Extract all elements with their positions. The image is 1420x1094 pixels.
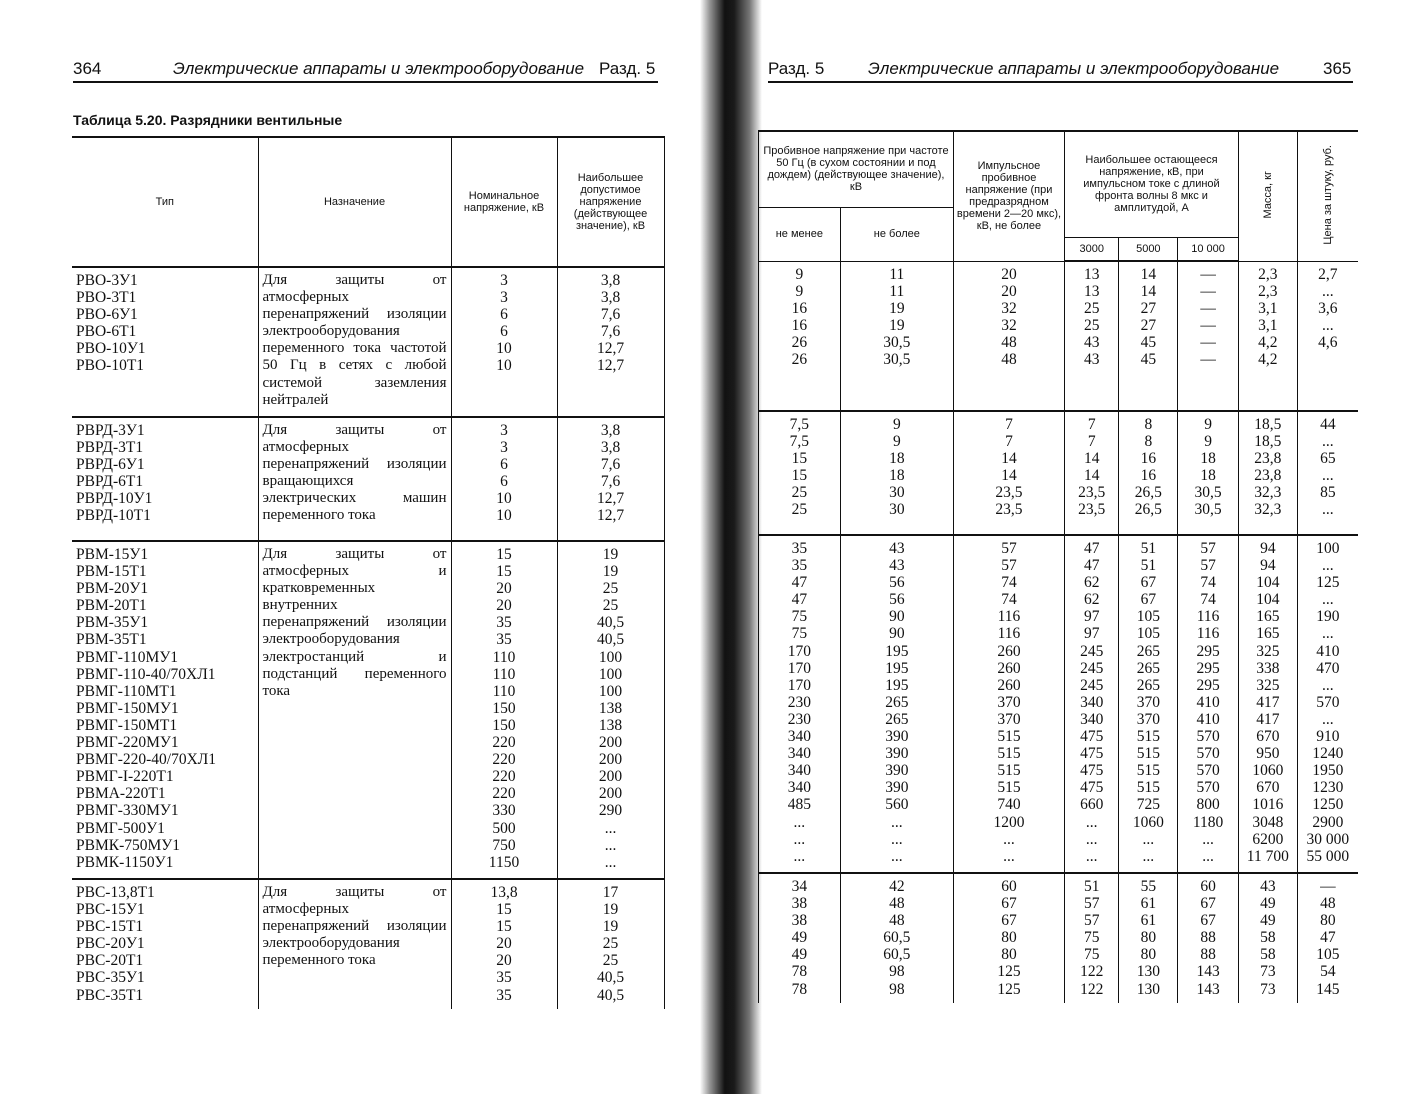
header-impulse-voltage: Импульсное пробивное напряжение (при предразрядном времени 2—20 мкс), кВ, не более [953, 131, 1064, 261]
nominal-cell: 3 3 6 6 10 10 [451, 267, 557, 417]
nominal-cell: 15 15 20 20 35 35 110 110 110 150 150 220 220 220 220 330 500 750 1150 [451, 541, 557, 879]
right-running-title: Электрические аппараты и электрооборудование [868, 59, 1280, 78]
table-title: Таблица 5.20. Разрядники вентильные [73, 112, 343, 128]
header-price: Цена за штуку, руб. [1297, 131, 1358, 261]
right-group-1 [759, 261, 1359, 411]
r10000-cell: 9 9 18 18 30,5 30,5 [1178, 411, 1239, 535]
right-running-header [768, 55, 1353, 83]
max-cell: 42 48 48 60,5 60,5 98 98 [840, 873, 953, 1003]
right-page-number: 365 [1323, 59, 1352, 78]
r10000-cell: 60 67 67 88 88 143 143 [1178, 873, 1239, 1003]
min-cell: 34 38 38 49 49 78 78 [759, 873, 841, 1003]
purpose-cell: Для защиты от атмосферных перенапряжений изоляции вращающихся электрических машин переменного тока [258, 417, 451, 541]
header-3000: 3000 [1065, 237, 1119, 261]
max-cell: 11 11 19 19 30,5 30,5 [840, 261, 953, 411]
header-mass: Масса, кг [1238, 131, 1297, 261]
price-cell: 44 ... 65 ... 85 ... [1297, 411, 1358, 535]
left-running-title: Электрические аппараты и электрооборудование [173, 59, 585, 78]
mass-cell: 18,5 18,5 23,8 23,8 32,3 32,3 [1238, 411, 1297, 535]
header-type: Тип [72, 137, 258, 267]
header-10000: 10 000 [1178, 237, 1239, 261]
r3000-cell: 13 13 25 25 43 43 [1065, 261, 1119, 411]
mass-cell: 94 94 104 104 165 165 325 338 325 417 417 670 950 1060 670 1016 3048 6200 11 700 [1238, 535, 1297, 873]
max-cell: 3,8 3,8 7,6 7,6 12,7 12,7 [557, 267, 664, 417]
price-cell: — 48 80 47 105 54 145 [1297, 873, 1358, 1003]
types-cell: РВС-13,8Т1 РВС-15У1 РВС-15Т1 РВС-20У1 РВС-20Т1 РВС-35У1 РВС-35Т1 [72, 879, 258, 1009]
purpose-cell: Для защиты от атмосферных перенапряжений изоляции электрооборудования переменного тока [258, 879, 451, 1009]
r10000-cell: — — — — — — [1178, 261, 1239, 411]
mass-cell: 2,3 2,3 3,1 3,1 4,2 4,2 [1238, 261, 1297, 411]
types-cell: РВРД-3У1 РВРД-3Т1 РВРД-6У1 РВРД-6Т1 РВРД-10У1 РВРД-10Т1 [72, 417, 258, 541]
min-cell: 9 9 16 16 26 26 [759, 261, 841, 411]
header-purpose: Назначение [258, 137, 451, 267]
mass-cell: 43 49 49 58 58 73 73 [1238, 873, 1297, 1003]
nominal-cell: 13,8 15 15 20 20 35 35 [451, 879, 557, 1009]
impulse-cell: 60 67 67 80 80 125 125 [953, 873, 1064, 1003]
right-group-3 [759, 535, 1359, 873]
max-cell: 19 19 25 25 40,5 40,5 100 100 100 138 138 200 200 200 200 290 ... ... ... [557, 541, 664, 879]
types-cell: РВО-3У1 РВО-3Т1 РВО-6У1 РВО-6Т1 РВО-10У1 РВО-10Т1 [72, 267, 258, 417]
header-max-voltage: Наибольшее допустимое напряжение (действующее значение), кВ [557, 137, 664, 267]
price-cell: 2,7 ... 3,6 ... 4,6 [1297, 261, 1358, 411]
header-breakdown-voltage: Пробивное напряжение при частоте 50 Гц (в сухом состоянии и под дождем) (действующее значение), кВ [759, 131, 954, 207]
right-section-label: Разд. 5 [768, 59, 825, 78]
price-cell: 100 ... 125 ... 190 ... 410 470 ... 570 ... 910 1240 1950 1230 1250 2900 30 000 55 000 [1297, 535, 1358, 873]
max-cell: 17 19 19 25 25 40,5 40,5 [557, 879, 664, 1009]
r5000-cell: 51 51 67 67 105 105 265 265 265 370 370 515 515 515 515 725 1060 ... ... [1119, 535, 1178, 873]
r3000-cell: 47 47 62 62 97 97 245 245 245 340 340 475 475 475 475 660 ... ... ... [1065, 535, 1119, 873]
header-residual-voltage: Наибольшее остающееся напряжение, кВ, при импульсном токе с длиной фронта волны 8 мкс и амплитудой, А [1065, 131, 1239, 237]
right-table [758, 130, 1358, 1003]
min-cell: 7,5 7,5 15 15 25 25 [759, 411, 841, 535]
header-nominal-voltage: Номинальное напряжение, кВ [451, 137, 557, 267]
types-cell: РВМ-15У1 РВМ-15Т1 РВМ-20У1 РВМ-20Т1 РВМ-35У1 РВМ-35Т1 РВМГ-110МУ1 РВМГ-110-40/70ХЛ1 РВМГ-110МТ1 РВМГ-150МУ1 РВМГ-150МТ1 РВМГ-220МУ1 РВМГ-220-40/70ХЛ1 РВМГ-I-220Т1 РВМА-220Т1 РВМГ-330МУ1 РВМГ-500У1 РВМК-750МУ1 РВМК-1150У1 [72, 541, 258, 879]
r5000-cell: 55 61 61 80 80 130 130 [1119, 873, 1178, 1003]
r10000-cell: 57 57 74 74 116 116 295 295 295 410 410 570 570 570 570 800 1180 ... ... [1178, 535, 1239, 873]
header-not-less: не менее [759, 207, 841, 261]
max-cell: 43 43 56 56 90 90 195 195 195 265 265 390 390 390 390 560 ... ... ... [840, 535, 953, 873]
header-not-more: не более [840, 207, 953, 261]
left-page-number: 364 [73, 59, 102, 78]
right-group-2 [759, 411, 1359, 535]
header-5000: 5000 [1119, 237, 1178, 261]
impulse-cell: 57 57 74 74 116 116 260 260 260 370 370 515 515 515 515 740 1200 ... ... [953, 535, 1064, 873]
r3000-cell: 51 57 57 75 75 122 122 [1065, 873, 1119, 1003]
max-cell: 3,8 3,8 7,6 7,6 12,7 12,7 [557, 417, 664, 541]
r5000-cell: 14 14 27 27 45 45 [1119, 261, 1178, 411]
min-cell: 35 35 47 47 75 75 170 170 170 230 230 340 340 340 340 485 ... ... ... [759, 535, 841, 873]
max-cell: 9 9 18 18 30 30 [840, 411, 953, 535]
impulse-cell: 20 20 32 32 48 48 [953, 261, 1064, 411]
r5000-cell: 8 8 16 16 26,5 26,5 [1119, 411, 1178, 535]
purpose-cell: Для защиты от атмосферных перенапряжений изоляции электрооборудования переменного тока частотой 50 Гц в сетях с любой системой заземления нейтралей [258, 267, 451, 417]
purpose-cell: Для защиты от атмосферных и кратковременных внутренних перенапряжений изоляции электрооборудования электростанций и подстанций переменного тока [258, 541, 451, 879]
impulse-cell: 7 7 14 14 23,5 23,5 [953, 411, 1064, 535]
right-group-4 [759, 873, 1359, 1003]
r3000-cell: 7 7 14 14 23,5 23,5 [1065, 411, 1119, 535]
left-section-label: Разд. 5 [599, 59, 656, 78]
nominal-cell: 3 3 6 6 10 10 [451, 417, 557, 541]
